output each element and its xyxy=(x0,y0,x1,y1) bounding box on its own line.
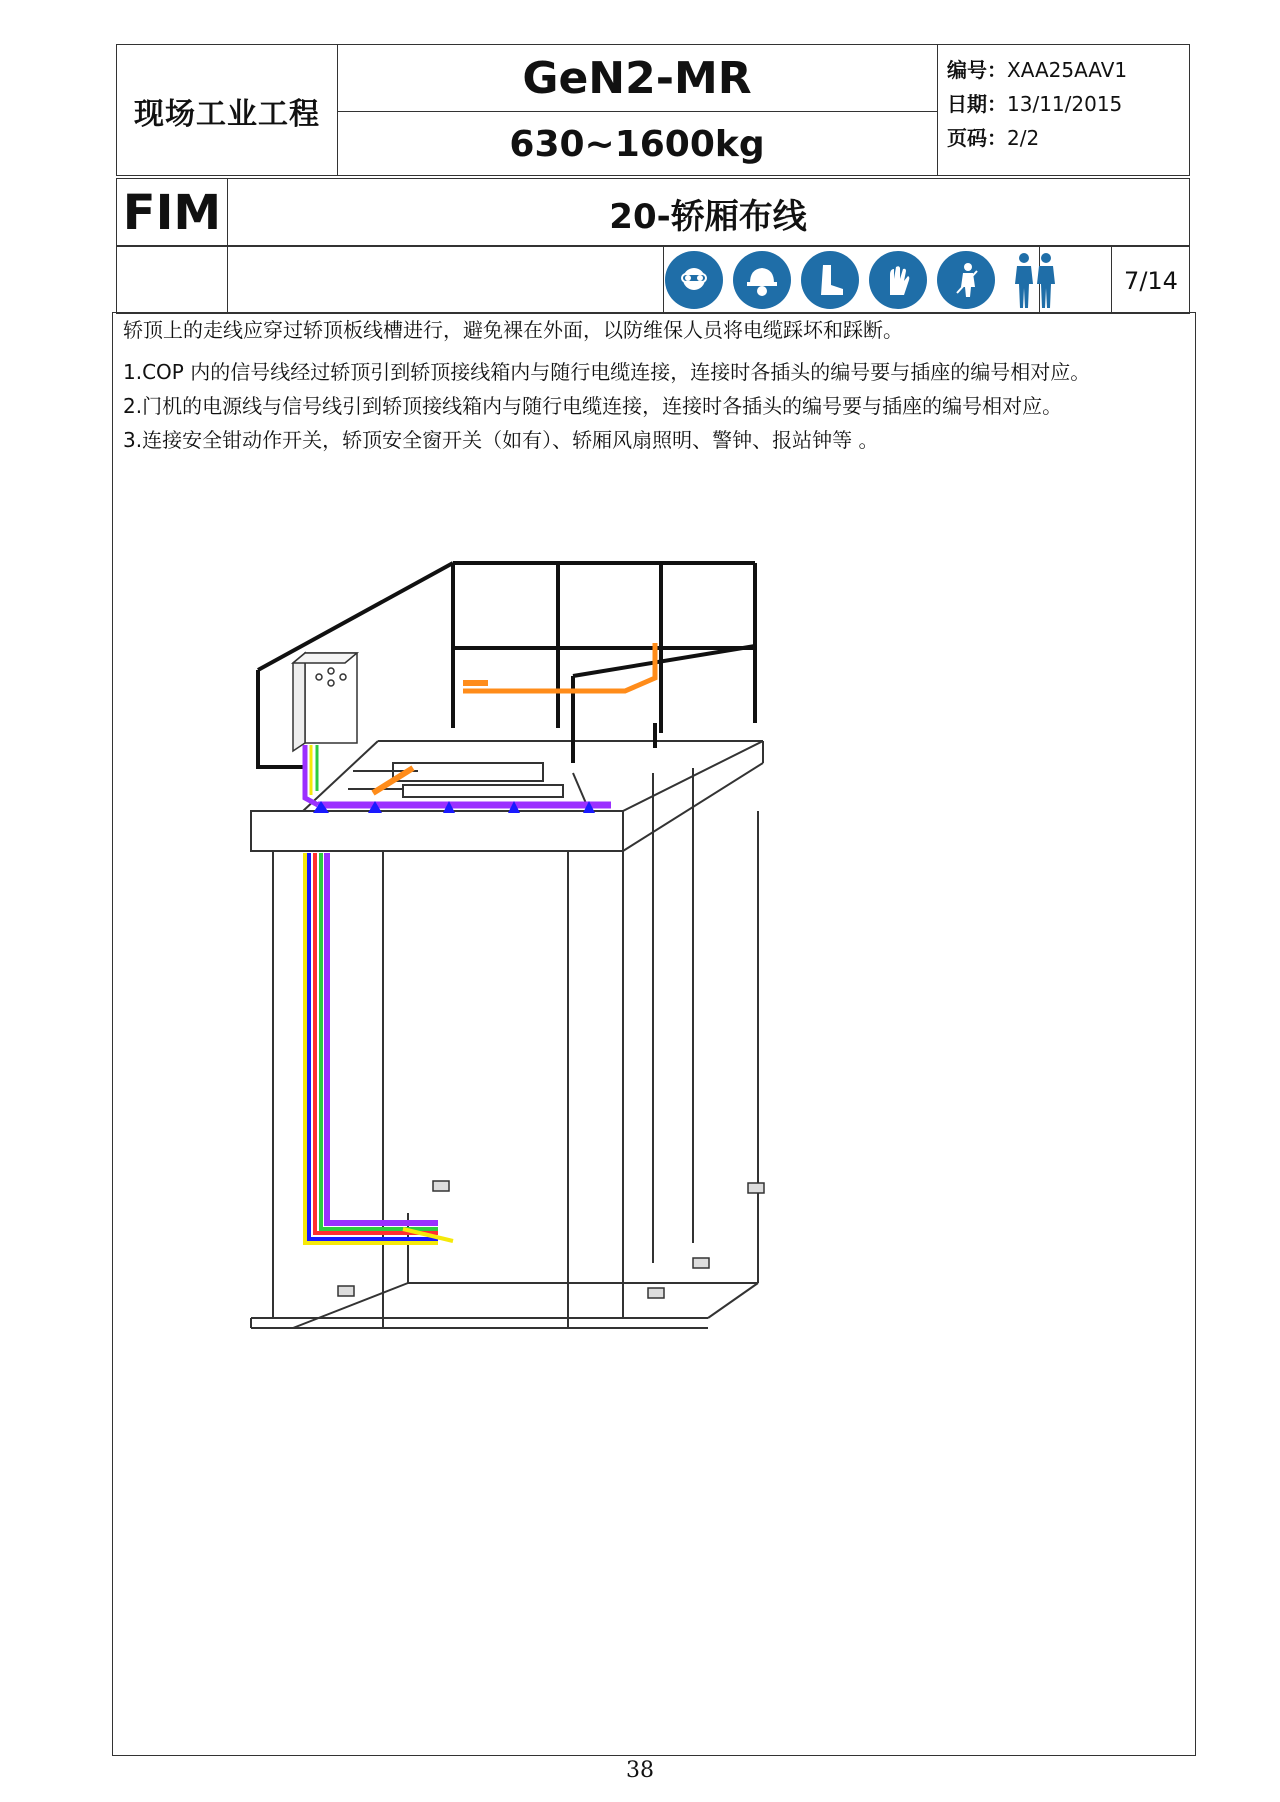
divider xyxy=(663,247,664,313)
gloves-icon xyxy=(869,251,927,309)
meta-key: 编号： xyxy=(947,58,1007,82)
instructions xyxy=(123,313,1187,457)
traveling-cable xyxy=(305,853,453,1243)
divider xyxy=(937,45,938,175)
two-persons-icon xyxy=(1005,249,1065,311)
meta-value: XAA25AAV1 xyxy=(1007,58,1128,82)
page-row xyxy=(947,121,1187,155)
step-1: 1.COP 内的信号线经过轿顶引到轿顶接线箱内与随行电缆连接，连接时各插头的编号要与插座的编号相对应。 xyxy=(123,360,1091,384)
hard-hat-icon xyxy=(733,251,791,309)
page-title: 20-轿厢布线 xyxy=(609,196,807,237)
load-range: 630~1600kg xyxy=(509,123,765,165)
junction-box xyxy=(293,653,357,751)
car-top xyxy=(251,741,763,851)
model-name: GeN2-MR xyxy=(522,52,752,104)
title-bar xyxy=(116,178,1190,246)
safety-harness-icon xyxy=(937,251,995,309)
document-header xyxy=(116,44,1190,176)
intro-text: 轿顶上的走线应穿过轿顶板线槽进行，避免裸在外面，以防维保人员将电缆踩坏和踩断。 xyxy=(123,318,903,342)
company-name: 现场工业工程 xyxy=(134,97,320,132)
ppe-icon-bar xyxy=(116,246,1190,314)
meta-value: 13/11/2015 xyxy=(1007,92,1123,116)
meta-key: 日期： xyxy=(947,92,1007,116)
step-2: 2.门机的电源线与信号线引到轿顶接线箱内与随行电缆连接，连接时各插头的编号要与插座的编号相对应。 xyxy=(123,394,1063,418)
step-counter: 7/14 xyxy=(1124,267,1178,295)
step-3: 3.连接安全钳动作开关，轿顶安全窗开关（如有）、轿厢风扇照明、警钟、报站钟等 。 xyxy=(123,428,879,452)
date-row xyxy=(947,87,1187,121)
doc-number-row xyxy=(947,53,1187,87)
safety-goggles-icon xyxy=(665,251,723,309)
document-meta xyxy=(947,53,1187,155)
meta-key: 页码： xyxy=(947,126,1007,150)
car-wiring-diagram xyxy=(243,523,963,1353)
page-number: 38 xyxy=(626,1758,654,1783)
fim-label: FIM xyxy=(122,185,222,241)
safety-boots-icon xyxy=(801,251,859,309)
ppe-icons xyxy=(665,249,1065,311)
meta-value: 2/2 xyxy=(1007,126,1040,150)
divider xyxy=(227,247,228,313)
content-area xyxy=(112,312,1196,1756)
